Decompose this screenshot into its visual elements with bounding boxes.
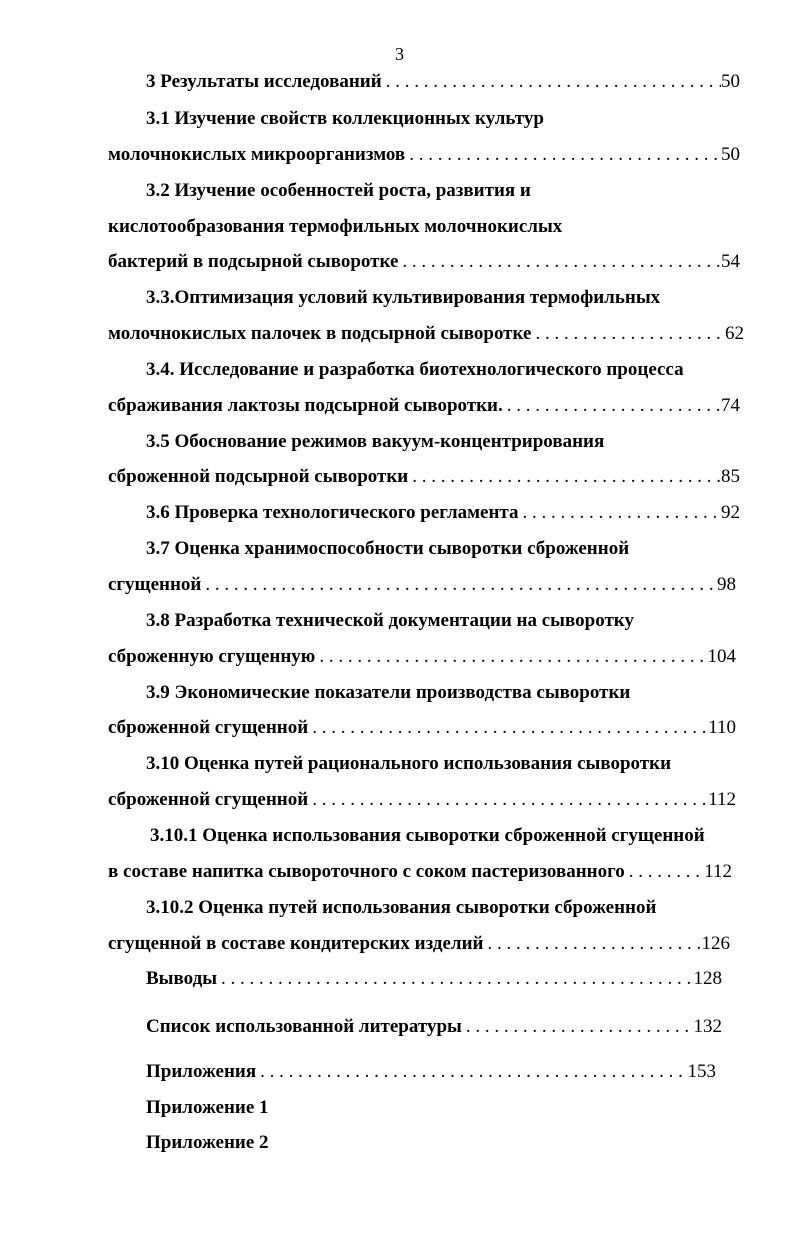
toc-entry-page: 85 [721,466,740,487]
toc-entry-title: сбраживания лактозы подсырной сыворотки. [108,395,503,416]
toc-entry-title: сгущенной в составе кондитерских изделий [108,933,484,954]
toc-entry-page: 104 [707,646,736,667]
toc-entry-title: Приложение 2 [146,1132,269,1153]
toc-entry-page: 110 [708,717,736,738]
toc-entry-title: 3.1 Изучение свойств коллекционных культур [146,108,544,129]
toc-entry-title: в составе напитка сывороточного с соком пастеризованного [108,861,625,882]
toc-entry-page: 126 [701,933,730,954]
toc-entry-3-6[interactable] [146,501,740,525]
toc-entry-3-10-line2[interactable] [108,788,736,812]
toc-entry-page: 50 [721,71,740,92]
toc-entry-title: сброженной подсырной сыворотки [108,466,409,487]
toc-leader-dots [625,860,704,884]
toc-leader-dots [308,788,708,812]
toc-entry-3-9-line2[interactable] [108,716,736,740]
toc-entry-results[interactable] [146,70,740,94]
toc-entry-page: 132 [693,1016,722,1037]
toc-entry-3-9-line1[interactable] [146,681,630,705]
toc-entry-3-2-line1[interactable] [146,179,531,203]
toc-entry-title: 3.6 Проверка технологического регламента [146,502,519,523]
toc-entry-3-5-line1[interactable] [146,430,604,454]
toc-entry-page: 128 [693,968,722,989]
toc-leader-dots [503,394,721,418]
toc-leader-dots [519,501,722,525]
toc-leader-dots [382,70,721,94]
toc-entry-appendices[interactable] [146,1060,716,1084]
toc-entry-3-10-2-line1[interactable] [146,896,656,920]
toc-entry-page: 54 [721,251,740,272]
toc-entry-appendix-2[interactable] [146,1131,269,1155]
toc-entry-3-2-line2[interactable] [108,215,562,239]
toc-leader-dots [201,573,717,597]
toc-entry-3-10-1-line1[interactable] [150,824,705,848]
toc-entry-title: Список использованной литературы [146,1016,462,1037]
toc-entry-3-8-line1[interactable] [146,609,634,633]
page-number: 3 [395,44,404,64]
toc-entry-page: 153 [687,1061,716,1082]
toc-entry-3-3-line2[interactable] [108,322,744,346]
toc-entry-title: молочнокислых микроорганизмов [108,144,406,165]
toc-entry-title: 3.8 Разработка технической документации на сыворотку [146,610,634,631]
toc-entry-page: 112 [708,789,736,810]
toc-entry-title: сброженной сгущенной [108,789,309,810]
toc-entry-3-8-line2[interactable] [108,645,736,669]
toc-leader-dots [405,143,721,167]
toc-entry-title: 3.10 Оценка путей рационального использования сыворотки [146,753,672,774]
toc-entry-3-10-line1[interactable] [146,752,671,776]
toc-entry-title: молочнокислых палочек в подсырной сыворотке [108,323,532,344]
toc-entry-title: 3 Результаты исследований [146,71,382,92]
toc-entry-title: 3.10.2 Оценка путей использования сыворотки сброженной [146,897,657,918]
toc-entry-page: 50 [721,144,740,165]
toc-entry-title: бактерий в подсырной сыворотке [108,251,399,272]
toc-entry-title: сброженной сгущенной [108,717,309,738]
toc-leader-dots [398,250,721,274]
toc-entry-3-1-line2[interactable] [108,143,740,167]
toc-leader-dots [531,322,725,346]
toc-entry-title: Приложение 1 [146,1097,269,1118]
toc-entry-title: Приложения [146,1061,257,1082]
toc-entry-3-10-1-line2[interactable] [108,860,732,884]
toc-entry-title: 3.3.Оптимизация условий культивирования термофильных [146,287,661,308]
toc-entry-3-4-line1[interactable] [146,358,684,382]
toc-entry-title: кислотообразования термофильных молочнокислых [108,216,563,237]
toc-entry-references[interactable] [146,1015,722,1039]
toc-entry-3-10-2-line2[interactable] [108,932,730,956]
toc-entry-appendix-1[interactable] [146,1096,269,1120]
toc-entry-3-4-line2[interactable] [108,394,740,418]
toc-entry-page: 92 [721,502,740,523]
toc-leader-dots [217,967,693,991]
toc-entry-title: 3.2 Изучение особенностей роста, развития и [146,180,531,201]
toc-entry-title: 3.7 Оценка хранимоспособности сыворотки сброженной [146,538,630,559]
toc-leader-dots [408,465,721,489]
toc-entry-3-7-line1[interactable] [146,537,629,561]
toc-entry-page: 74 [721,395,740,416]
toc-entry-3-1-line1[interactable] [146,107,544,131]
toc-entry-3-3-line1[interactable] [146,286,660,310]
toc-entry-title: 3.10.1 Оценка использования сыворотки сброженной сгущенной [150,825,705,846]
toc-entry-3-7-line2[interactable] [108,573,736,597]
toc-entry-title: 3.5 Обоснование режимов вакуум-концентрирования [146,431,605,452]
toc-entry-title: сгущенной [108,574,202,595]
toc-leader-dots [462,1015,694,1039]
toc-entry-3-2-line3[interactable] [108,250,740,274]
toc-entry-title: 3.4. Исследование и разработка биотехнологического процесса [146,359,684,380]
toc-leader-dots [308,716,708,740]
toc-entry-3-5-line2[interactable] [108,465,740,489]
toc-entry-page: 62 [725,323,744,344]
toc-leader-dots [256,1060,687,1084]
toc-entry-title: 3.9 Экономические показатели производства сыворотки [146,682,631,703]
toc-leader-dots [315,645,707,669]
toc-leader-dots [483,932,701,956]
toc-entry-page: 98 [717,574,736,595]
toc-entry-conclusions[interactable] [146,967,722,991]
toc-entry-title: сброженную сгущенную [108,646,316,667]
toc-entry-title: Выводы [146,968,218,989]
toc-entry-page: 112 [704,861,732,882]
